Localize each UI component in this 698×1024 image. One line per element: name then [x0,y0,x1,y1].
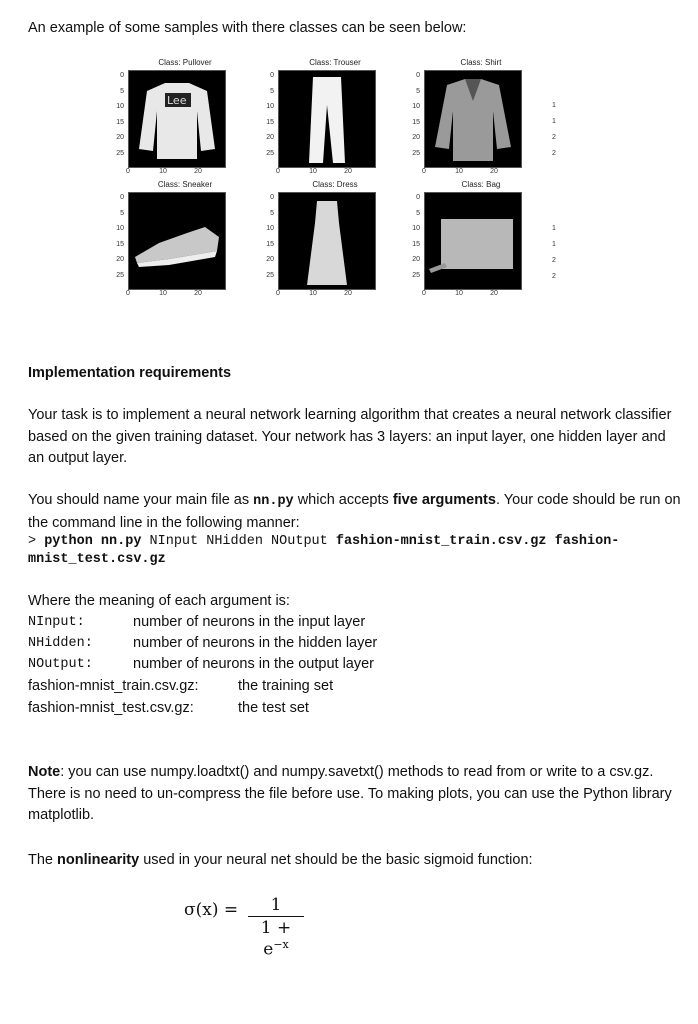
command-line [28,533,683,569]
y-tick-label: 0 [270,194,274,201]
x-tick-label: 10 [455,168,463,175]
argument-name: NOutput: [28,657,93,672]
command-files: fashion-mnist_train.csv.gz fashion-mnist_test.csv.gz [28,534,620,567]
class-label: Class: Pullover [158,58,212,67]
y-tick-label: 20 [412,134,420,141]
filename-code: nn.py [253,494,294,509]
x-tick-label: 0 [276,168,280,175]
y-tick-label: 5 [120,87,124,95]
text: . Your code should be run on the command line in the following manner: [28,492,681,531]
argument-name: NHidden: [28,636,93,651]
y-tick-label: 25 [266,149,274,157]
y-tick-label: 15 [266,240,274,248]
note-paragraph [28,762,683,827]
sample-panel-trouser [260,58,410,198]
filename-paragraph [28,490,683,534]
sample-panel-sneaker [110,180,260,320]
nonlinearity-paragraph [28,850,683,872]
formula-numerator: 1 [270,895,282,915]
argument-desc: number of neurons in the hidden layer [133,635,378,651]
arguments-list [28,612,668,722]
y-tick-label: 0 [416,72,420,79]
formula-fraction [248,895,304,960]
y-tick-label: 0 [416,194,420,201]
y-tick-label: 15 [412,118,420,126]
y-tick-label: 15 [412,240,420,248]
side-tick: 1 [552,241,556,248]
y-tick-label: 15 [116,118,124,126]
denominator-exponent: −x [273,938,289,951]
side-tick: 1 [552,118,556,125]
side-tick: 1 [552,102,556,109]
intro-text: An example of some samples with there classes can be seen below: [28,20,467,36]
y-tick-label: 0 [120,72,124,79]
side-tick: 2 [552,257,556,264]
y-tick-label: 10 [116,225,124,232]
argument-name: fashion-mnist_test.csv.gz: [28,700,194,716]
formula-lhs: σ(x) = [184,900,239,920]
y-tick-label: 15 [116,240,124,248]
sample-panel-bag [406,180,556,320]
argument-desc: number of neurons in the input layer [133,614,366,630]
note-text: : you can use numpy.loadtxt() and numpy.savetxt() methods to read from or write to a csv.gz. There is no need to un-compress the file before use. To making plots, you can use the Python library matplotlib. [28,764,672,823]
y-tick-label: 0 [270,72,274,79]
denominator-base: 1 + e [260,918,292,960]
class-label: Class: Sneaker [157,180,213,189]
x-tick-label: 0 [422,290,426,297]
formula-denominator [248,918,304,960]
argument-desc: the training set [238,678,334,694]
class-label: Class: Dress [312,180,358,189]
command-args: NInput NHidden NOutput [141,534,336,549]
side-tick: 1 [552,225,556,232]
x-tick-label: 0 [126,290,130,297]
x-tick-label: 10 [309,290,317,297]
argument-desc: the test set [238,700,309,716]
y-tick-label: 15 [266,118,274,126]
command-script: python nn.py [44,534,142,549]
x-tick-label: 20 [344,168,352,175]
text: The [28,852,58,868]
y-tick-label: 0 [120,194,124,201]
sample-image-pullover [128,70,226,168]
y-tick-label: 25 [266,271,274,279]
x-tick-label: 10 [309,168,317,175]
note-label: Note [28,764,61,780]
sample-image-bag [424,192,522,290]
emphasis: nonlinearity [57,852,140,868]
text: You should name your main file as [28,492,254,508]
y-tick-label: 10 [116,103,124,110]
sample-image-sneaker [128,192,226,290]
sample-image-shirt [424,70,522,168]
x-tick-label: 10 [455,290,463,297]
sample-panel-shirt [406,58,556,198]
y-tick-label: 20 [266,256,274,263]
argument-desc: number of neurons in the output layer [133,656,375,672]
side-tick: 2 [552,150,556,157]
argument-name: NInput: [28,615,85,630]
section-heading: Implementation requirements [28,365,232,381]
sample-panel-dress [260,180,410,320]
text: which accepts [293,492,393,508]
x-tick-label: 20 [194,168,202,175]
side-tick: 2 [552,134,556,141]
y-tick-label: 5 [270,87,274,95]
y-tick-label: 10 [412,103,420,110]
y-tick-label: 20 [116,256,124,263]
fraction-bar [248,916,304,917]
y-tick-label: 10 [266,103,274,110]
y-tick-label: 25 [412,271,420,279]
x-tick-label: 0 [276,290,280,297]
x-tick-label: 20 [344,290,352,297]
x-tick-label: 0 [422,168,426,175]
y-tick-label: 25 [116,271,124,279]
sample-image-trouser [278,70,376,168]
y-tick-label: 25 [412,149,420,157]
x-tick-label: 0 [126,168,130,175]
arguments-intro: Where the meaning of each argument is: [28,593,290,609]
svg-text:Lee: Lee [167,94,187,107]
sample-image-dress [278,192,376,290]
y-tick-label: 5 [416,87,420,95]
task-paragraph: Your task is to implement a neural network learning algorithm that creates a neural network classifier based on the given training dataset. Your network has 3 layers: an input layer, one hidden layer and an output layer. [28,407,672,466]
x-tick-label: 20 [490,290,498,297]
text: used in your neural net should be the basic sigmoid function: [139,852,533,868]
y-tick-label: 20 [412,256,420,263]
x-tick-label: 20 [194,290,202,297]
class-label: Class: Shirt [460,58,502,67]
sample-figure [110,58,570,308]
class-label: Class: Bag [461,180,501,189]
x-tick-label: 10 [159,290,167,297]
y-tick-label: 20 [116,134,124,141]
x-tick-label: 10 [159,168,167,175]
y-tick-label: 10 [412,225,420,232]
prompt: > [28,534,45,549]
emphasis: five arguments [392,492,496,508]
y-tick-label: 5 [120,209,124,217]
side-tick: 2 [552,273,556,280]
y-tick-label: 20 [266,134,274,141]
y-tick-label: 10 [266,225,274,232]
argument-name: fashion-mnist_train.csv.gz: [28,678,199,694]
class-label: Class: Trouser [309,58,361,67]
y-tick-label: 5 [270,209,274,217]
sample-panel-pullover [110,58,260,198]
y-tick-label: 5 [416,209,420,217]
x-tick-label: 20 [490,168,498,175]
y-tick-label: 25 [116,149,124,157]
